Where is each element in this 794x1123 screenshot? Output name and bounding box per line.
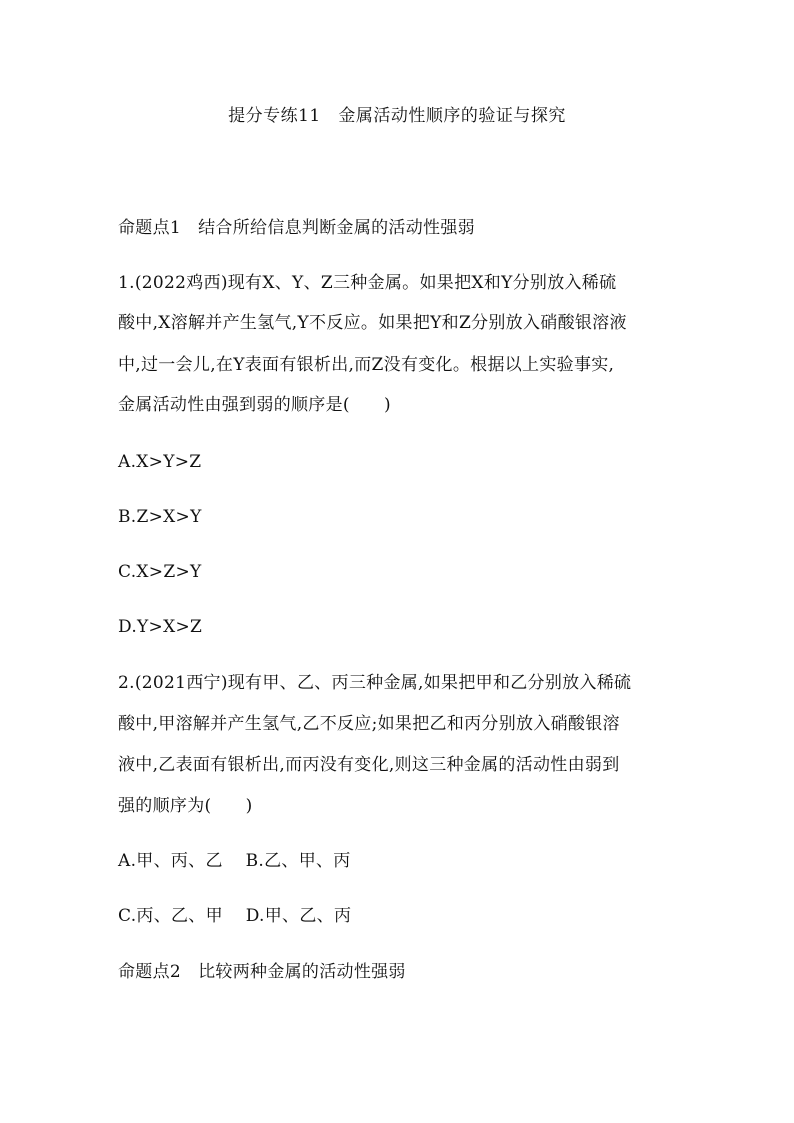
question-2-line-3: 液中,乙表面有银析出,而丙没有变化,则这三种金属的活动性由弱到	[118, 755, 620, 775]
question-2-line-2: 酸中,甲溶解并产生氢气,乙不反应;如果把乙和丙分别放入硝酸银溶	[118, 714, 620, 734]
question-2-options-row-1: A.甲、丙、乙 B.乙、甲、丙	[118, 851, 351, 871]
section-heading-2: 命题点2 比较两种金属的活动性强弱	[118, 962, 406, 982]
question-1-option-b: B.Z>X>Y	[118, 507, 202, 527]
question-1-line-4: 金属活动性由强到弱的顺序是( )	[118, 395, 391, 415]
page-title: 提分专练11 金属活动性顺序的验证与探究	[228, 106, 566, 126]
question-2-line-1: 2.(2021西宁)现有甲、乙、丙三种金属,如果把甲和乙分别放入稀硫	[118, 673, 632, 693]
question-1-option-d: D.Y>X>Z	[118, 617, 203, 637]
question-1-line-3: 中,过一会儿,在Y表面有银析出,而Z没有变化。根据以上实验事实,	[118, 355, 615, 375]
question-1-line-2: 酸中,X溶解并产生氢气,Y不反应。如果把Y和Z分别放入硝酸银溶液	[118, 313, 627, 333]
question-2-options-row-2: C.丙、乙、甲 D.甲、乙、丙	[118, 906, 352, 926]
section-heading-1: 命题点1 结合所给信息判断金属的活动性强弱	[118, 218, 475, 238]
question-2-line-4: 强的顺序为( )	[118, 796, 253, 816]
question-1-option-c: C.X>Z>Y	[118, 562, 202, 582]
question-1-option-a: A.X>Y>Z	[118, 452, 202, 472]
question-1-line-1: 1.(2022鸡西)现有X、Y、Z三种金属。如果把X和Y分别放入稀硫	[118, 273, 617, 293]
